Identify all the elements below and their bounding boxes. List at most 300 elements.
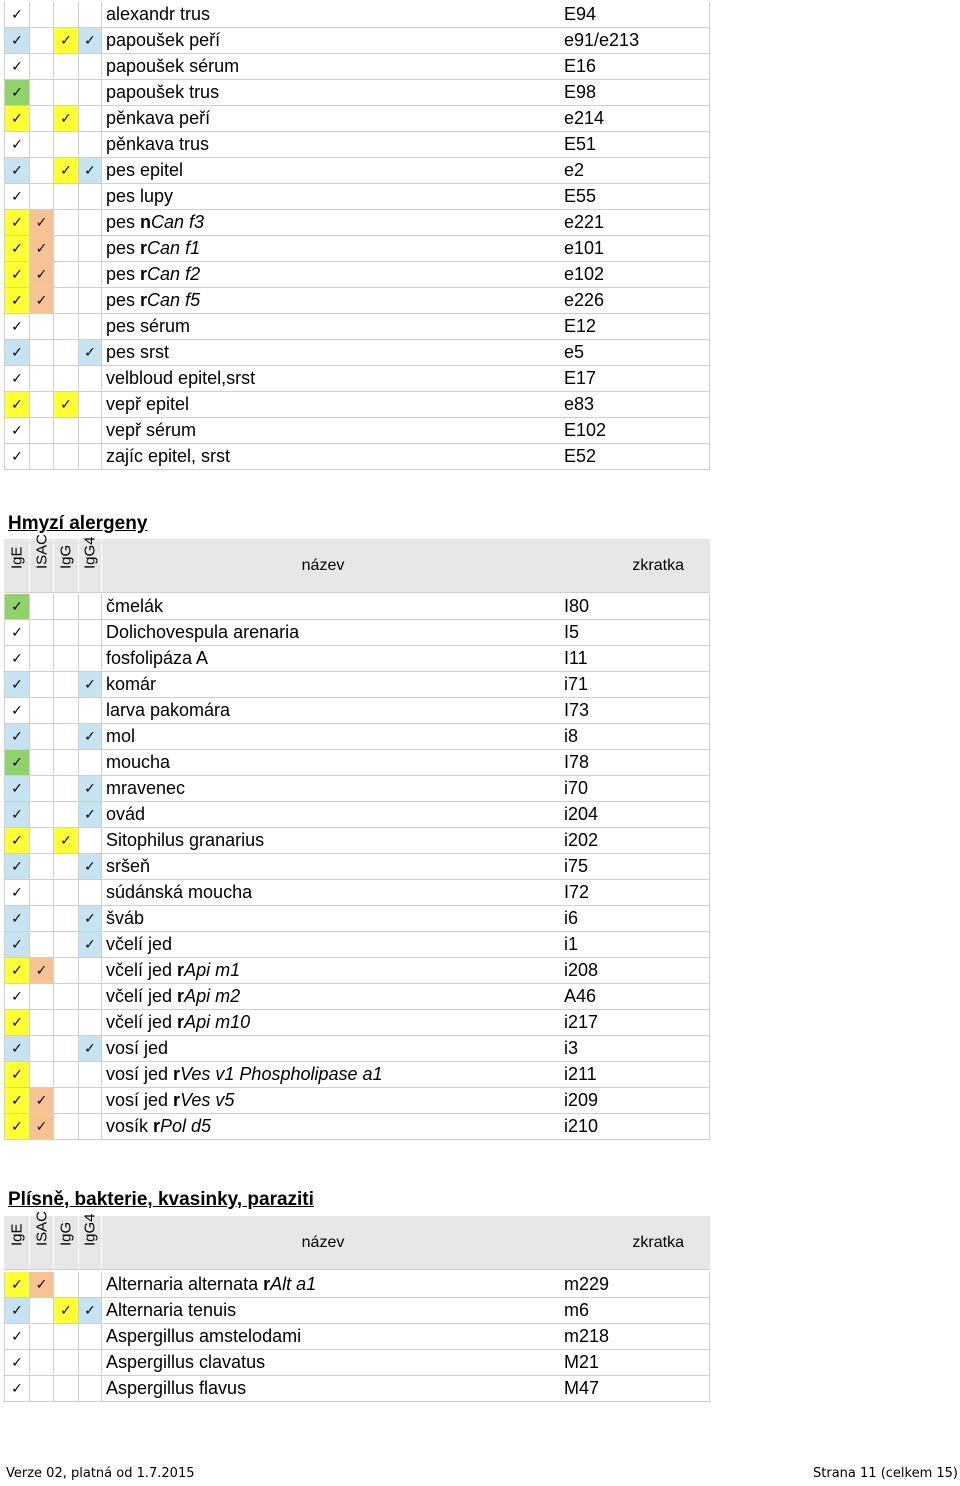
check-cell-isac (30, 1376, 54, 1401)
allergen-code: i202 (564, 828, 710, 853)
check-cell-igg (54, 1062, 79, 1087)
check-cell-igg (54, 724, 79, 749)
allergen-name-part: r (153, 1116, 161, 1136)
allergen-name (102, 724, 564, 749)
allergen-code: I72 (564, 880, 710, 905)
check-cell-isac (30, 288, 54, 313)
check-cell-igg (54, 184, 79, 209)
check-cell-isac (30, 28, 54, 53)
allergen-code: I11 (564, 646, 710, 671)
check-icon: ✓ (84, 936, 96, 953)
table-row (4, 854, 710, 880)
allergen-name (102, 392, 564, 417)
table-row (4, 932, 710, 958)
allergen-name-part: pěnkava peří (106, 108, 211, 128)
check-icon: ✓ (11, 884, 23, 901)
allergen-name (102, 984, 564, 1009)
check-cell-ige (4, 1298, 30, 1323)
table-row (4, 132, 710, 158)
allergen-name-part: r (140, 264, 148, 284)
check-cell-isac (30, 1010, 54, 1035)
check-cell-igg4 (79, 776, 102, 801)
check-icon: ✓ (11, 1118, 23, 1135)
allergen-name-part: včelí jed (106, 1012, 178, 1032)
check-cell-ige (4, 594, 30, 619)
check-cell-igg4 (79, 750, 102, 775)
allergen-name-part: komár (106, 674, 157, 694)
allergen-code: E52 (564, 444, 710, 469)
allergen-name (102, 1350, 564, 1375)
check-cell-isac (30, 340, 54, 365)
check-cell-igg (54, 2, 79, 27)
allergen-code: i6 (564, 906, 710, 931)
check-cell-igg (54, 880, 79, 905)
check-icon: ✓ (11, 1040, 23, 1057)
table-row (4, 776, 710, 802)
allergen-name (102, 620, 564, 645)
check-icon: ✓ (11, 1302, 23, 1319)
header-ige: IgE (4, 539, 30, 592)
allergen-name (102, 1036, 564, 1061)
allergen-code: i208 (564, 958, 710, 983)
check-cell-ige (4, 698, 30, 723)
allergen-code: I78 (564, 750, 710, 775)
check-cell-isac (30, 1298, 54, 1323)
check-cell-isac (30, 1036, 54, 1061)
check-icon: ✓ (84, 162, 96, 179)
allergen-name-part: Ves v5 (180, 1090, 235, 1110)
allergen-name (102, 828, 564, 853)
check-cell-isac (30, 132, 54, 157)
check-cell-igg (54, 1350, 79, 1375)
check-icon: ✓ (11, 910, 23, 927)
allergen-name-part: r (263, 1274, 271, 1294)
check-cell-ige (4, 1088, 30, 1113)
check-cell-igg4 (79, 672, 102, 697)
check-cell-isac (30, 1350, 54, 1375)
mold-table-header (4, 1210, 710, 1270)
check-cell-ige (4, 802, 30, 827)
check-icon: ✓ (11, 448, 23, 465)
check-cell-igg (54, 750, 79, 775)
check-icon: ✓ (35, 214, 48, 231)
allergen-name-part: včelí jed (106, 960, 178, 980)
allergen-code: i209 (564, 1088, 710, 1113)
check-cell-ige (4, 906, 30, 931)
allergen-code: e5 (564, 340, 710, 365)
allergen-name (102, 1114, 564, 1139)
check-cell-igg4 (79, 1062, 102, 1087)
allergen-name-part: pes (106, 212, 141, 232)
check-cell-ige (4, 1010, 30, 1035)
table-row (4, 418, 710, 444)
check-cell-igg (54, 672, 79, 697)
check-cell-igg4 (79, 54, 102, 79)
check-cell-igg (54, 236, 79, 261)
allergen-name-part: vepř epitel (106, 394, 190, 414)
footer-page: Strana 11 (celkem 15) (813, 1466, 958, 1481)
table-row (4, 1376, 710, 1402)
check-cell-igg (54, 418, 79, 443)
allergen-code: I80 (564, 594, 710, 619)
check-icon: ✓ (11, 624, 23, 641)
allergen-code: i75 (564, 854, 710, 879)
check-cell-igg4 (79, 984, 102, 1009)
allergen-name (102, 1062, 564, 1087)
allergen-name-part: fosfolipáza A (106, 648, 209, 668)
check-cell-igg4 (79, 1272, 102, 1297)
check-icon: ✓ (11, 110, 23, 127)
check-cell-igg4 (79, 340, 102, 365)
allergen-name-part: Alternaria tenuis (106, 1300, 237, 1320)
check-cell-igg (54, 392, 79, 417)
check-icon: ✓ (11, 780, 23, 797)
check-cell-igg4 (79, 210, 102, 235)
check-cell-igg (54, 1036, 79, 1061)
allergen-code: I5 (564, 620, 710, 645)
allergen-code: A46 (564, 984, 710, 1009)
allergen-name (102, 646, 564, 671)
check-cell-igg4 (79, 958, 102, 983)
allergen-code: i1 (564, 932, 710, 957)
check-cell-isac (30, 262, 54, 287)
check-cell-ige (4, 28, 30, 53)
check-cell-isac (30, 672, 54, 697)
animal-allergen-table (4, 2, 710, 470)
allergen-name-part: vosí jed (106, 1090, 174, 1110)
allergen-name (102, 776, 564, 801)
check-cell-isac (30, 750, 54, 775)
allergen-name-part: zajíc epitel, srst (106, 446, 231, 466)
allergen-name (102, 906, 564, 931)
check-icon: ✓ (35, 266, 48, 283)
check-icon: ✓ (11, 136, 23, 153)
check-icon: ✓ (11, 1328, 23, 1345)
table-row (4, 2, 710, 28)
check-cell-igg (54, 1088, 79, 1113)
check-cell-igg4 (79, 106, 102, 131)
table-row (4, 314, 710, 340)
check-icon: ✓ (11, 32, 23, 49)
allergen-name-part: včelí jed (106, 986, 178, 1006)
check-cell-isac (30, 1114, 54, 1139)
check-cell-isac (30, 906, 54, 931)
allergen-name (102, 1272, 564, 1297)
allergen-name (102, 132, 564, 157)
table-row (4, 1324, 710, 1350)
allergen-name (102, 958, 564, 983)
table-row (4, 646, 710, 672)
allergen-code: E94 (564, 2, 710, 27)
check-icon: ✓ (35, 292, 48, 309)
allergen-code: M47 (564, 1376, 710, 1401)
check-icon: ✓ (11, 396, 23, 413)
check-cell-isac (30, 594, 54, 619)
allergen-name (102, 158, 564, 183)
check-cell-igg (54, 314, 79, 339)
check-cell-igg4 (79, 620, 102, 645)
allergen-name-part: ovád (106, 804, 146, 824)
footer-version: Verze 02, platná od 1.7.2015 (6, 1466, 195, 1481)
check-icon: ✓ (11, 676, 23, 693)
check-cell-ige (4, 132, 30, 157)
check-cell-ige (4, 1272, 30, 1297)
check-cell-igg (54, 80, 79, 105)
check-cell-igg4 (79, 314, 102, 339)
allergen-name-part: vosí jed (106, 1038, 169, 1058)
allergen-name (102, 106, 564, 131)
allergen-name (102, 1010, 564, 1035)
check-icon: ✓ (35, 1118, 48, 1135)
check-cell-igg4 (79, 932, 102, 957)
check-cell-ige (4, 880, 30, 905)
allergen-name-part: Api m10 (184, 1012, 251, 1032)
allergen-name-part: papoušek sérum (106, 56, 240, 76)
check-icon: ✓ (11, 988, 23, 1005)
allergen-name (102, 854, 564, 879)
allergen-code: i204 (564, 802, 710, 827)
check-cell-igg4 (79, 1088, 102, 1113)
check-cell-isac (30, 1272, 54, 1297)
check-icon: ✓ (11, 422, 23, 439)
table-row (4, 724, 710, 750)
allergen-name-part: Ves v1 Phospholipase a1 (180, 1064, 383, 1084)
table-row (4, 594, 710, 620)
check-cell-ige (4, 418, 30, 443)
allergen-name-part: vosík (106, 1116, 154, 1136)
check-icon: ✓ (60, 396, 72, 413)
check-cell-igg4 (79, 288, 102, 313)
check-cell-igg (54, 1324, 79, 1349)
table-row (4, 1036, 710, 1062)
allergen-name (102, 236, 564, 261)
check-icon: ✓ (11, 344, 23, 361)
check-icon: ✓ (84, 780, 96, 797)
allergen-name (102, 1088, 564, 1113)
allergen-code: M21 (564, 1350, 710, 1375)
check-icon: ✓ (11, 702, 23, 719)
header-code: zkratka (632, 1233, 684, 1251)
check-cell-igg (54, 1376, 79, 1401)
allergen-name-part: Can f2 (147, 264, 201, 284)
check-cell-igg4 (79, 724, 102, 749)
check-cell-isac (30, 776, 54, 801)
check-cell-igg (54, 366, 79, 391)
allergen-code: i3 (564, 1036, 710, 1061)
check-cell-igg4 (79, 236, 102, 261)
allergen-name (102, 1324, 564, 1349)
allergen-name (102, 366, 564, 391)
check-cell-igg4 (79, 698, 102, 723)
allergen-name-part: papoušek peří (106, 30, 221, 50)
header-name: název (301, 1233, 345, 1251)
table-row (4, 444, 710, 470)
check-cell-isac (30, 1088, 54, 1113)
allergen-code: m6 (564, 1298, 710, 1323)
check-cell-ige (4, 262, 30, 287)
check-cell-ige (4, 724, 30, 749)
allergen-name (102, 698, 564, 723)
check-cell-igg4 (79, 1376, 102, 1401)
allergen-name-part: r (140, 290, 148, 310)
check-cell-isac (30, 80, 54, 105)
check-cell-igg (54, 854, 79, 879)
check-cell-ige (4, 392, 30, 417)
check-icon: ✓ (84, 728, 96, 745)
check-cell-isac (30, 880, 54, 905)
check-icon: ✓ (11, 84, 23, 101)
check-icon: ✓ (11, 1380, 23, 1397)
allergen-name-part: Pol d5 (160, 1116, 212, 1136)
table-row (4, 80, 710, 106)
table-row (4, 236, 710, 262)
check-icon: ✓ (11, 318, 23, 335)
check-icon: ✓ (11, 598, 23, 615)
check-cell-ige (4, 210, 30, 235)
check-cell-igg4 (79, 1036, 102, 1061)
check-cell-isac (30, 932, 54, 957)
allergen-code: i210 (564, 1114, 710, 1139)
check-icon: ✓ (35, 240, 48, 257)
table-row (4, 672, 710, 698)
allergen-name-part: Api m1 (184, 960, 241, 980)
allergen-code: i217 (564, 1010, 710, 1035)
allergen-code: m218 (564, 1324, 710, 1349)
allergen-name (102, 340, 564, 365)
allergen-name-part: Can f1 (147, 238, 201, 258)
allergen-name-part: Aspergillus amstelodami (106, 1326, 302, 1346)
check-cell-igg4 (79, 594, 102, 619)
check-cell-igg (54, 28, 79, 53)
allergen-name (102, 1376, 564, 1401)
check-cell-igg (54, 1298, 79, 1323)
check-cell-igg (54, 444, 79, 469)
allergen-name-part: pes (106, 290, 141, 310)
table-row (4, 106, 710, 132)
check-icon: ✓ (60, 1302, 72, 1319)
check-cell-isac (30, 698, 54, 723)
check-icon: ✓ (11, 1092, 23, 1109)
allergen-name-part: pes srst (106, 342, 170, 362)
table-row (4, 340, 710, 366)
table-row (4, 1350, 710, 1376)
check-cell-igg4 (79, 2, 102, 27)
check-cell-igg (54, 906, 79, 931)
allergen-name (102, 2, 564, 27)
table-row (4, 262, 710, 288)
check-cell-ige (4, 958, 30, 983)
check-icon: ✓ (60, 32, 72, 49)
check-icon: ✓ (11, 1066, 23, 1083)
allergen-name-part: pes lupy (106, 186, 174, 206)
check-cell-igg (54, 262, 79, 287)
check-icon: ✓ (35, 1092, 48, 1109)
check-cell-igg4 (79, 1350, 102, 1375)
check-icon: ✓ (11, 162, 23, 179)
allergen-name (102, 418, 564, 443)
table-row (4, 984, 710, 1010)
check-icon: ✓ (11, 806, 23, 823)
check-cell-isac (30, 1324, 54, 1349)
check-cell-isac (30, 958, 54, 983)
check-cell-ige (4, 1114, 30, 1139)
check-cell-igg4 (79, 80, 102, 105)
allergen-name-part: pes sérum (106, 316, 191, 336)
check-cell-igg (54, 1010, 79, 1035)
check-icon: ✓ (11, 1276, 23, 1293)
check-cell-igg (54, 620, 79, 645)
check-cell-ige (4, 1350, 30, 1375)
check-icon: ✓ (84, 910, 96, 927)
check-cell-isac (30, 724, 54, 749)
check-cell-igg (54, 1114, 79, 1139)
allergen-name-part: Can f5 (147, 290, 201, 310)
check-cell-igg4 (79, 828, 102, 853)
check-icon: ✓ (60, 110, 72, 127)
allergen-code: E98 (564, 80, 710, 105)
allergen-name (102, 184, 564, 209)
table-row (4, 802, 710, 828)
check-cell-igg (54, 158, 79, 183)
check-cell-isac (30, 106, 54, 131)
table-row (4, 54, 710, 80)
allergen-name-part: Dolichovespula arenaria (106, 622, 300, 642)
header-isac: ISAC (30, 1216, 54, 1269)
allergen-name (102, 750, 564, 775)
check-cell-isac (30, 392, 54, 417)
allergen-name-part: súdánská moucha (106, 882, 253, 902)
table-row (4, 1088, 710, 1114)
allergen-name-part: pes epitel (106, 160, 184, 180)
check-cell-igg4 (79, 444, 102, 469)
header-ige: IgE (4, 1216, 30, 1269)
check-icon: ✓ (60, 832, 72, 849)
table-row (4, 392, 710, 418)
check-cell-igg4 (79, 184, 102, 209)
check-cell-isac (30, 646, 54, 671)
check-cell-ige (4, 184, 30, 209)
allergen-name-part: pes (106, 264, 141, 284)
check-cell-igg4 (79, 28, 102, 53)
allergen-name-part: šváb (106, 908, 145, 928)
check-icon: ✓ (11, 214, 23, 231)
allergen-name-part: r (173, 1090, 181, 1110)
allergen-code: e102 (564, 262, 710, 287)
allergen-name-part: sršeň (106, 856, 151, 876)
table-row (4, 210, 710, 236)
allergen-code: e2 (564, 158, 710, 183)
table-row (4, 1062, 710, 1088)
allergen-name-part: vosí jed (106, 1064, 174, 1084)
check-cell-igg (54, 340, 79, 365)
check-cell-isac (30, 2, 54, 27)
check-cell-igg (54, 932, 79, 957)
check-cell-ige (4, 646, 30, 671)
allergen-name-part: Can f3 (151, 212, 205, 232)
check-cell-ige (4, 1376, 30, 1401)
allergen-name (102, 314, 564, 339)
allergen-name-part: pěnkava trus (106, 134, 210, 154)
check-icon: ✓ (11, 1354, 23, 1371)
allergen-name-part: larva pakomára (106, 700, 231, 720)
allergen-code: e226 (564, 288, 710, 313)
check-cell-isac (30, 444, 54, 469)
check-cell-igg (54, 776, 79, 801)
check-icon: ✓ (11, 188, 23, 205)
check-cell-igg4 (79, 880, 102, 905)
check-cell-ige (4, 80, 30, 105)
check-icon: ✓ (84, 806, 96, 823)
